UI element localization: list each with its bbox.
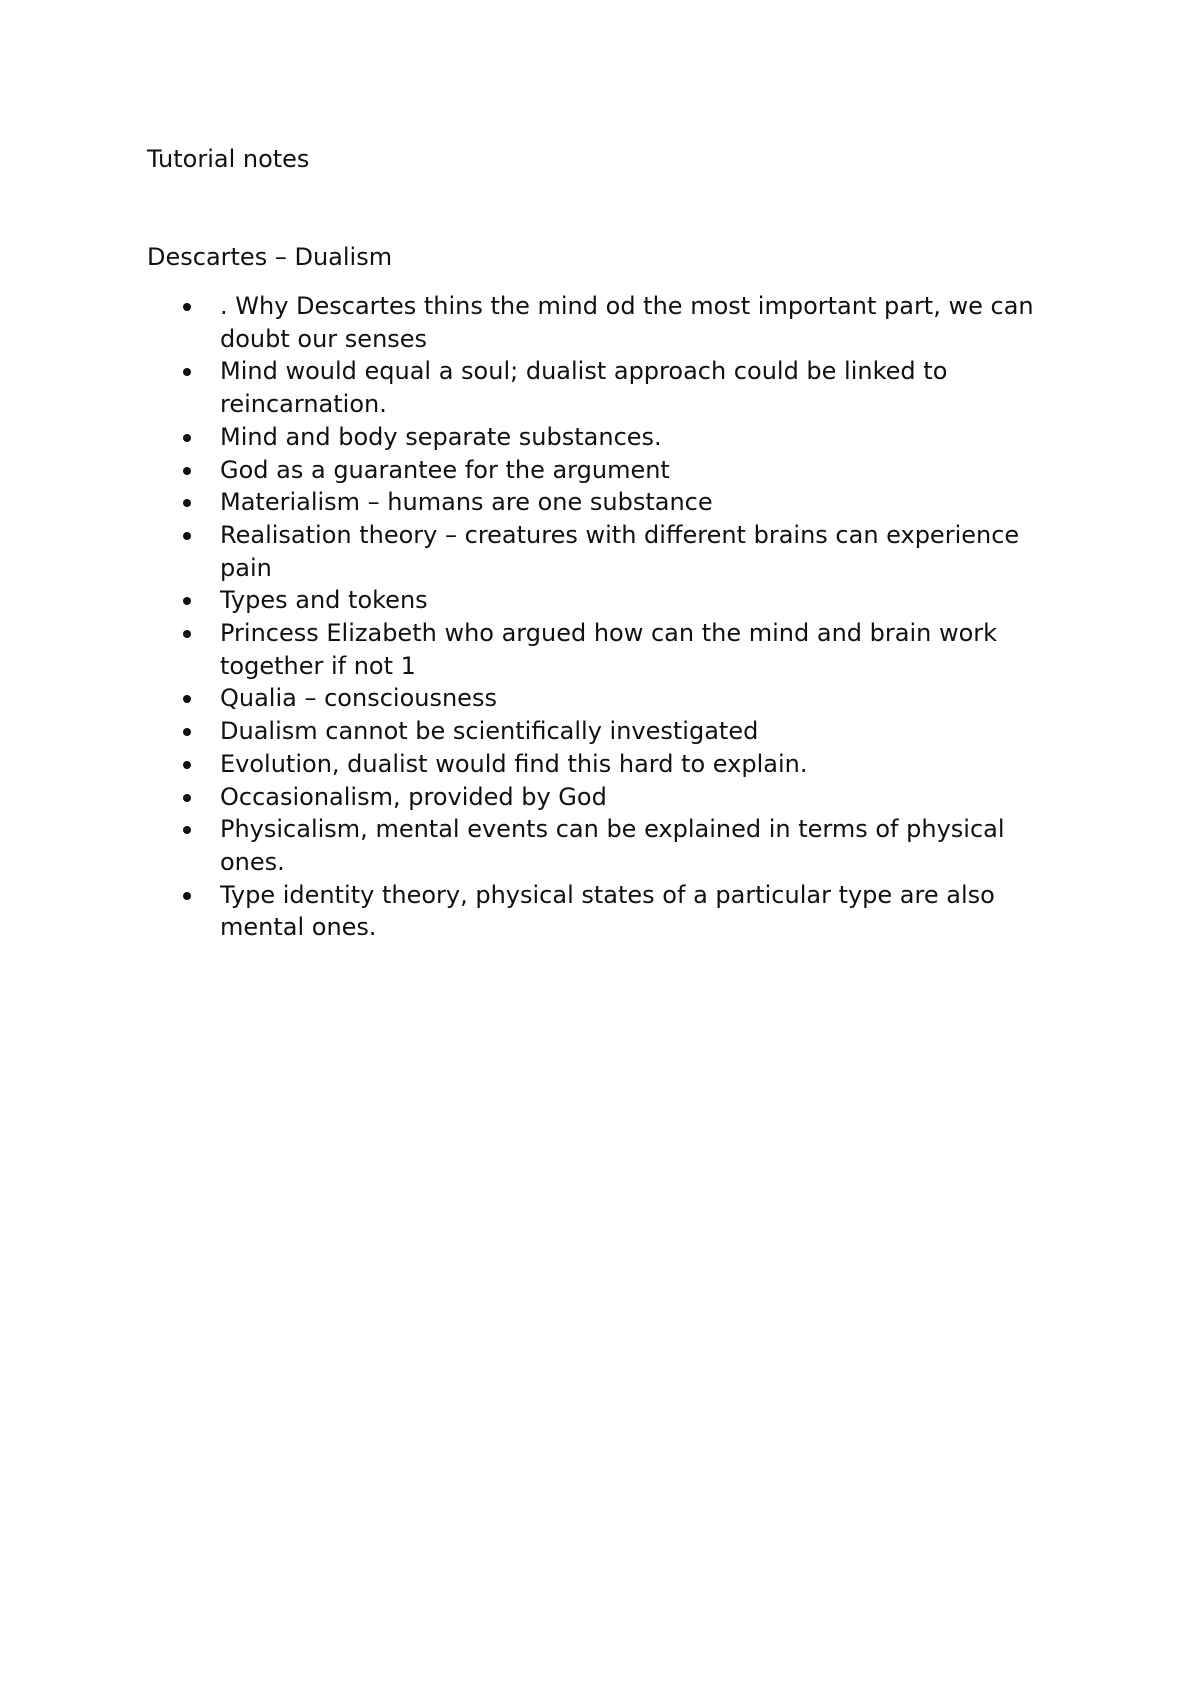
list-item [0, 584, 1200, 617]
list-item [0, 617, 1200, 682]
bullet-icon [183, 532, 191, 540]
list-item [0, 290, 1200, 355]
list-item-text: Types and tokens [220, 586, 428, 615]
list-item-text: Physicalism, mental events can be explained in terms of physical ones. [220, 815, 1005, 876]
list-item-text: Qualia – consciousness [220, 684, 497, 713]
bullet-icon [183, 597, 191, 605]
list-item-text: Materialism – humans are one substance [220, 488, 713, 517]
document-title: Tutorial notes [147, 145, 310, 173]
bullet-icon [183, 892, 191, 900]
list-item-text: Type identity theory, physical states of a particular type are also mental ones. [220, 880, 995, 942]
list-item [0, 813, 1200, 878]
section-heading: Descartes – Dualism [147, 243, 393, 271]
bullet-icon [183, 499, 191, 507]
bullet-icon [183, 434, 191, 442]
bullet-icon [183, 630, 191, 638]
bullet-icon [183, 826, 191, 834]
list-item [0, 715, 1200, 748]
list-item-text: . Why Descartes thins the mind od the most important part, we can doubt our senses [220, 292, 1034, 353]
bullet-icon [183, 368, 191, 376]
bullet-icon [183, 695, 191, 703]
notes-list [0, 290, 1200, 944]
bullet-icon [183, 761, 191, 769]
list-item-text: God as a guarantee for the argument [220, 455, 670, 484]
list-item-text: Dualism cannot be scientifically investigated [220, 717, 759, 746]
bullet-icon [183, 728, 191, 736]
bullet-icon [183, 467, 191, 475]
bullet-icon [183, 794, 191, 802]
list-item-text: Occasionalism, provided by God [220, 782, 607, 811]
list-item [0, 879, 1200, 944]
list-item [0, 486, 1200, 519]
list-item [0, 781, 1200, 814]
list-item [0, 454, 1200, 487]
list-item-text: Mind and body separate substances. [220, 422, 662, 451]
list-item-text: Evolution, dualist would find this hard to explain. [220, 749, 808, 778]
list-item [0, 421, 1200, 454]
list-item-text: Princess Elizabeth who argued how can the mind and brain work together if not 1 [220, 619, 998, 680]
list-item [0, 519, 1200, 584]
list-item [0, 748, 1200, 781]
list-item-text: Mind would equal a soul; dualist approach could be linked to reincarnation. [220, 357, 948, 419]
list-item-text: Realisation theory – creatures with different brains can experience pain [220, 520, 1020, 582]
list-item [0, 682, 1200, 715]
bullet-icon [183, 303, 191, 311]
list-item [0, 355, 1200, 420]
